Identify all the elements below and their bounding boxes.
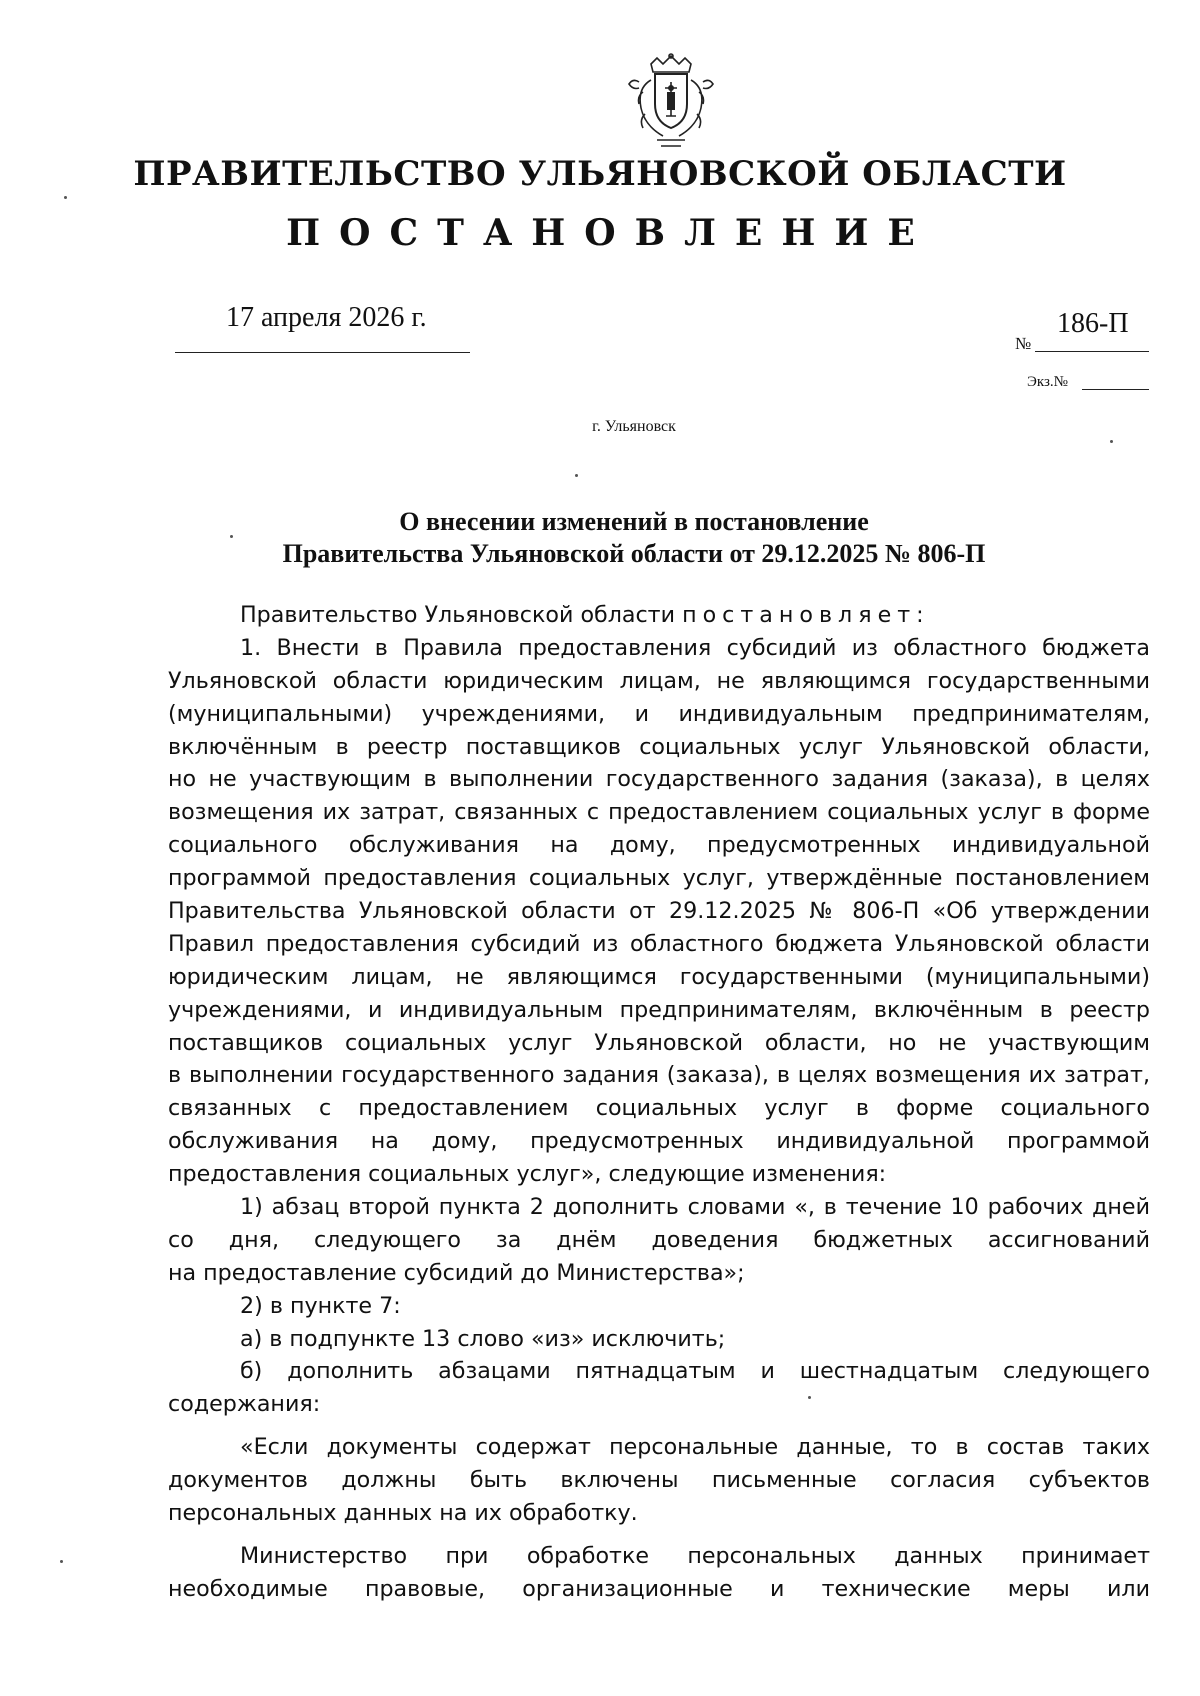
paragraph-line: включённым в реестр поставщиков социальных услуг Ульяновской области, <box>168 733 1150 760</box>
government-title: ПРАВИТЕЛЬСТВО УЛЬЯНОВСКОЙ ОБЛАСТИ <box>133 154 1067 194</box>
paragraph-line: Правил предоставления субсидий из областного бюджета Ульяновской области <box>168 930 1150 957</box>
quote-line: «Если документы содержат персональные данные, то в состав таких <box>240 1434 1150 1461</box>
paragraph-line: 1. Внести в Правила предоставления субсидий из областного бюджета <box>240 634 1150 661</box>
quote-line: Министерство при обработке персональных данных принимает <box>240 1542 1150 1569</box>
scan-speck <box>1110 440 1113 443</box>
paragraph-line: в выполнении государственного задания (заказа), в целях возмещения их затрат, <box>168 1062 1150 1089</box>
item-line: б) дополнить абзацами пятнадцатым и шестнадцатым следующего <box>240 1358 1150 1385</box>
intro-paragraph <box>168 599 1150 632</box>
paragraph-line: связанных с предоставлением социальных услуг в форме социального <box>168 1095 1150 1122</box>
paragraph-line: Ульяновской области юридическим лицам, не являющимся государственными <box>168 667 1150 694</box>
scan-speck <box>230 535 233 538</box>
document-date: 17 апреля 2026 г. <box>226 302 427 333</box>
paragraph-line: но не участвующим в выполнении государственного задания (заказа), в целях <box>168 766 1150 793</box>
paragraph-line: (муниципальными) учреждениями, и индивидуальным предпринимателям, <box>168 700 1150 727</box>
paragraph-line: социального обслуживания на дому, предусмотренных индивидуальной <box>168 832 1150 859</box>
paragraph-line: предоставления социальных услуг», следующие изменения: <box>168 1161 887 1188</box>
city-label: г. Ульяновск <box>592 418 676 435</box>
paragraph-line: Правительства Ульяновской области от 29.12.2025 № 806-П «Об утверждении <box>168 898 1150 925</box>
document-type-title: ПОСТАНОВЛЕНИЕ <box>286 212 934 254</box>
item-line: 2) в пункте 7: <box>240 1292 401 1319</box>
quote-line: документов должны быть включены письменные согласия субъектов <box>168 1467 1150 1494</box>
item-line: содержания: <box>168 1391 321 1418</box>
intro-prefix: Правительство Ульяновской области <box>240 602 683 628</box>
number-sign: № <box>1015 334 1032 353</box>
paragraph-line: юридическим лицам, не являющимся государственными (муниципальными) <box>168 963 1150 990</box>
quote-line: необходимые правовые, организационные и технические меры или <box>168 1575 1150 1602</box>
item-line: на предоставление субсидий до Министерства»; <box>168 1259 745 1286</box>
subject-line: Правительства Ульяновской области от 29.12.2025 № 806-П <box>282 539 986 568</box>
paragraph-line: возмещения их затрат, связанных с предоставлением социальных услуг в форме <box>168 799 1150 826</box>
item-line: со дня, следующего за днём доведения бюджетных ассигнований <box>168 1226 1150 1253</box>
paragraph-line: программой предоставления социальных услуг, утверждённые постановлением <box>168 865 1150 892</box>
number-underline <box>1035 351 1149 352</box>
copy-number-label: Экз.№ <box>1027 374 1068 390</box>
scan-speck <box>575 474 578 477</box>
coat-of-arms-emblem <box>621 52 721 152</box>
intro-suffix: : <box>916 602 924 628</box>
document-body <box>168 599 1150 1606</box>
copy-number-underline <box>1082 389 1149 390</box>
document-subject <box>0 506 1200 570</box>
subject-line: О внесении изменений в постановление <box>399 507 869 536</box>
document-number: 186-П <box>1057 308 1129 339</box>
paragraph-line: поставщиков социальных услуг Ульяновской области, но не участвующим <box>168 1029 1150 1056</box>
item-line: а) в подпункте 13 слово «из» исключить; <box>240 1325 726 1352</box>
paragraph-line: обслуживания на дому, предусмотренных индивидуальной программой <box>168 1128 1150 1155</box>
scan-speck <box>808 1396 811 1399</box>
quote-line: персональных данных на их обработку. <box>168 1500 638 1527</box>
intro-spaced-word: постановляет <box>682 602 917 628</box>
date-underline <box>175 352 470 353</box>
scan-speck <box>60 1560 63 1563</box>
item-line: 1) абзац второй пункта 2 дополнить словами «, в течение 10 рабочих дней <box>240 1194 1150 1221</box>
scan-speck <box>64 196 67 199</box>
paragraph-line: учреждениями, и индивидуальным предпринимателям, включённым в реестр <box>168 996 1150 1023</box>
